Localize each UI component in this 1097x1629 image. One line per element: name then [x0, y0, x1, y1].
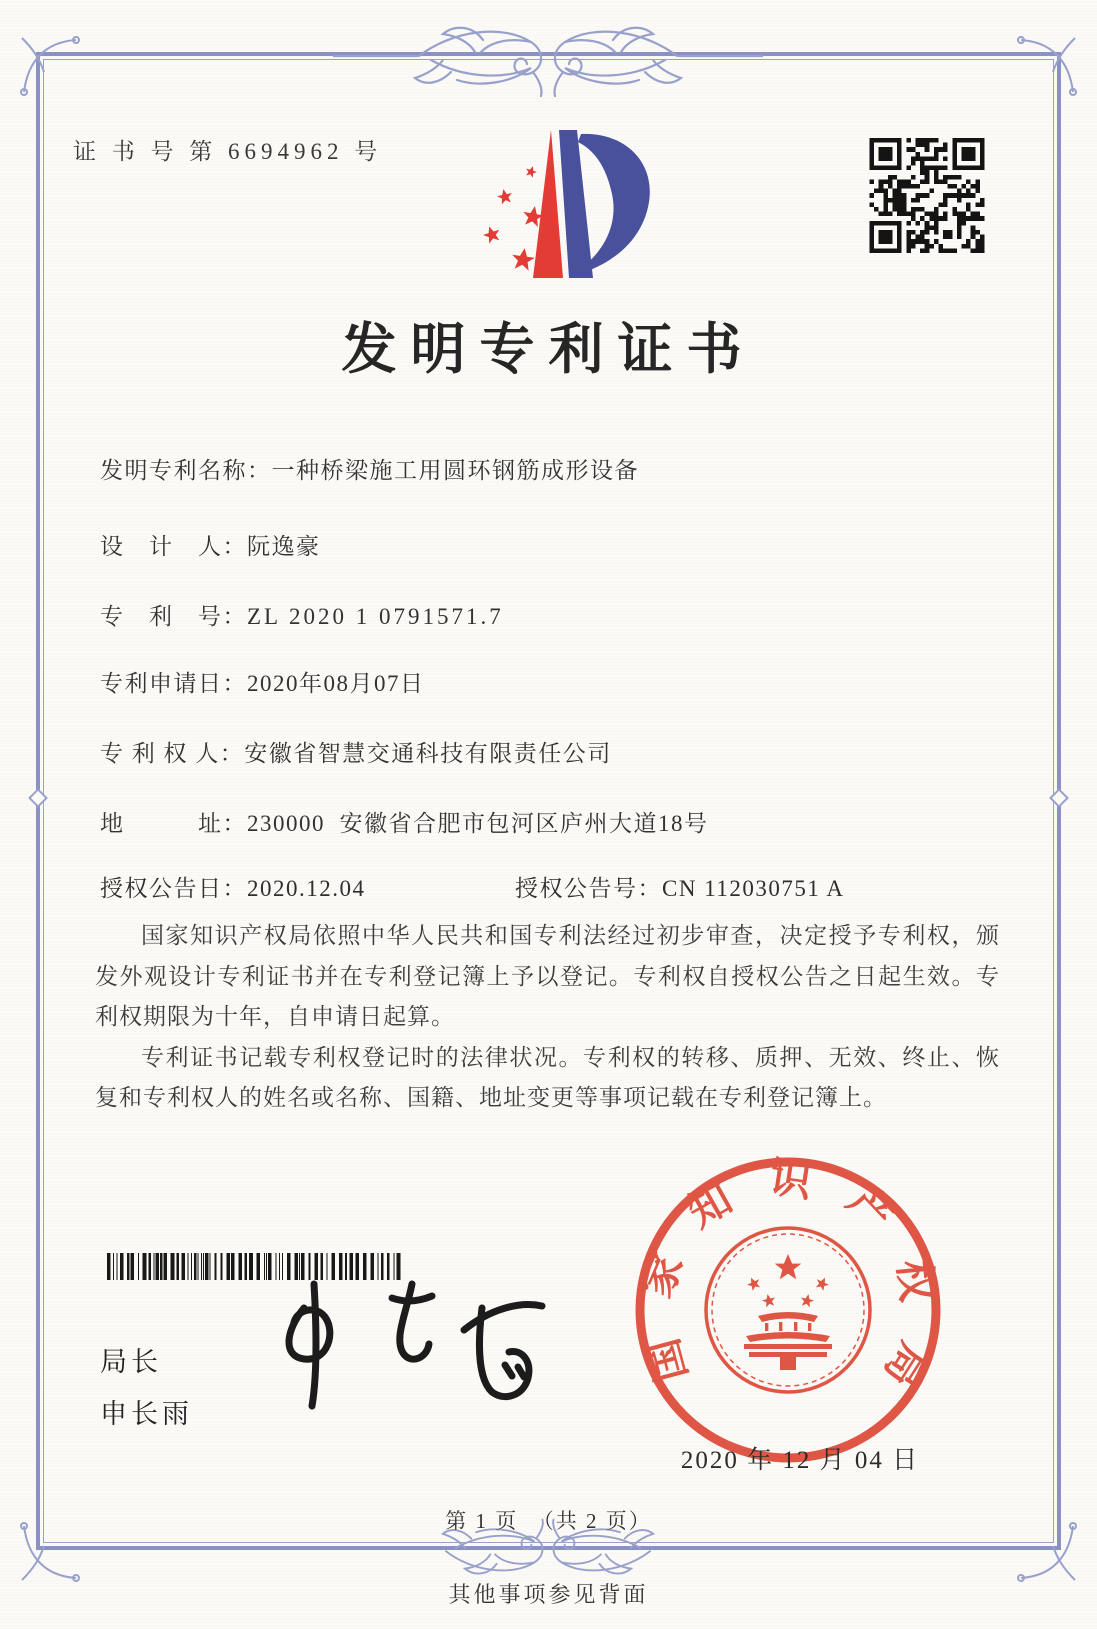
- seal-date: 2020 年 12 月 04 日: [680, 1447, 920, 1474]
- seal-ring-text: 国家知识产权局: [632, 1155, 942, 1424]
- officer-title: 局长: [100, 1347, 162, 1377]
- legal-text-block: [95, 916, 1000, 1119]
- field-designer: [100, 528, 321, 561]
- field-value: 安徽省智慧交通科技有限责任公司: [244, 741, 612, 766]
- official-red-seal: [628, 1150, 948, 1470]
- grant-date-field: [100, 870, 366, 903]
- field-label: 设 计 人：: [100, 534, 247, 559]
- certificate-title: 发明专利证书: [341, 319, 756, 380]
- field-label: 发明专利名称：: [100, 458, 272, 483]
- field-value: 阮逸豪: [247, 534, 321, 559]
- grant-date-label: 授权公告日：: [100, 876, 247, 901]
- corner-ornament-top-right: [1017, 32, 1081, 96]
- grant-number-label: 授权公告号：: [515, 876, 662, 901]
- top-flourish-ornament: [333, 12, 763, 98]
- left-edge-diamond-ornament: [26, 786, 50, 810]
- corner-ornament-top-left: [16, 32, 80, 96]
- seal-national-emblem: [706, 1228, 870, 1392]
- grant-number-value: CN 112030751 A: [662, 876, 845, 901]
- field-patentee: [100, 735, 612, 768]
- logo-blue-bar: [559, 130, 593, 278]
- legal-paragraph-1: 国家知识产权局依照中华人民共和国专利法经过初步审查，决定授予专利权，颁发外观设计专利证书并在专利登记簿上予以登记。专利权自授权公告之日起生效。专利权期限为十年，自申请日起算。: [95, 923, 1000, 1029]
- right-edge-diamond-ornament: [1047, 786, 1071, 810]
- field-filing-date: [100, 665, 425, 698]
- logo-red-wedge: [533, 130, 563, 278]
- field-label: 专利申请日：: [100, 671, 247, 696]
- officer-block: [100, 1336, 193, 1440]
- cnipa-logo: [435, 120, 675, 292]
- field-value: ZL 2020 1 0791571.7: [247, 604, 504, 629]
- page-number: 第 1 页 （共 2 页）: [445, 1509, 652, 1533]
- field-patent-name: [100, 452, 639, 485]
- logo-stars: [481, 165, 545, 272]
- field-address: [100, 805, 709, 838]
- grant-date-value: 2020.12.04: [247, 876, 366, 901]
- field-patent-number: [100, 598, 504, 631]
- field-label: 地 址：: [100, 811, 247, 836]
- field-value: 230000 安徽省合肥市包河区庐州大道18号: [247, 811, 709, 836]
- signature-handwriting: [252, 1268, 562, 1428]
- officer-name: 申长雨: [100, 1399, 193, 1429]
- grant-number-field: [515, 870, 844, 903]
- seal-ring-text-holder: [632, 1154, 943, 1423]
- certificate-number: 证 书 号 第 6694962 号: [73, 139, 383, 164]
- back-side-note: 其他事项参见背面: [448, 1582, 649, 1607]
- field-label: 专 利 权 人：: [100, 741, 245, 766]
- qr-code: [868, 138, 986, 253]
- field-value: 一种桥梁施工用圆环钢筋成形设备: [271, 458, 639, 483]
- field-label: 专 利 号：: [100, 604, 247, 629]
- field-value: 2020年08月07日: [247, 671, 425, 696]
- legal-paragraph-2: 专利证书记载专利权登记时的法律状况。专利权的转移、质押、无效、终止、恢复和专利权人的姓名或名称、国籍、地址变更等事项记载在专利登记簿上。: [95, 1044, 1000, 1110]
